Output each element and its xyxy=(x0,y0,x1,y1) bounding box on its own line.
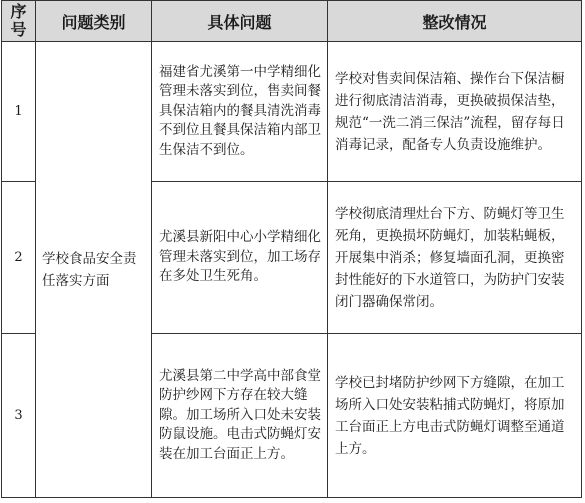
rectification-cell: 学校彻底清理灶台下方、防蝇灯等卫生死角，更换损坏防蝇灯，加装粘蝇板，开展集中消杀；修复墙面孔洞，更换密封性能好的下水道管口，为防护门安装闭门器确保常闭。 xyxy=(328,182,582,334)
row-serial-number: 3 xyxy=(2,334,36,498)
header-serial-number-line1: 序 xyxy=(10,2,27,21)
header-row xyxy=(2,1,582,42)
header-category: 问题类别 xyxy=(36,1,152,42)
header-serial-number xyxy=(2,1,36,42)
issue-cell: 尤溪县第二中学高中部食堂防护纱网下方存在较大缝隙。加工场所入口处未安装防鼠设施。电击式防蝇灯安装在加工台面正上方。 xyxy=(152,334,328,498)
row-serial-number: 2 xyxy=(2,182,36,334)
header-rectification: 整改情况 xyxy=(328,1,582,42)
rectification-table-container xyxy=(1,0,581,500)
row-serial-number: 1 xyxy=(2,42,36,182)
header-issue: 具体问题 xyxy=(152,1,328,42)
header-serial-number-line2: 号 xyxy=(10,20,27,39)
issue-cell: 尤溪县新阳中心小学精细化管理未落实到位，加工场存在多处卫生死角。 xyxy=(152,182,328,334)
category-cell: 学校食品安全责任落实方面 xyxy=(36,42,152,498)
rectification-cell: 学校已封堵防护纱网下方缝隙，在加工场所入口处安装粘捕式防蝇灯，将原加工台面正上方电击式防蝇灯调整至通道上方。 xyxy=(328,334,582,498)
issue-cell: 福建省尤溪第一中学精细化管理未落实到位，售卖间餐具保洁箱内的餐具清洗消毒不到位且餐具保洁箱内部卫生保洁不到位。 xyxy=(152,42,328,182)
table-row xyxy=(2,42,582,182)
rectification-cell: 学校对售卖间保洁箱、操作台下保洁橱进行彻底清洁消毒，更换破损保洁垫，规范“一洗二消三保洁”流程，留存每日消毒记录，配备专人负责设施维护。 xyxy=(328,42,582,182)
rectification-table xyxy=(1,0,582,498)
